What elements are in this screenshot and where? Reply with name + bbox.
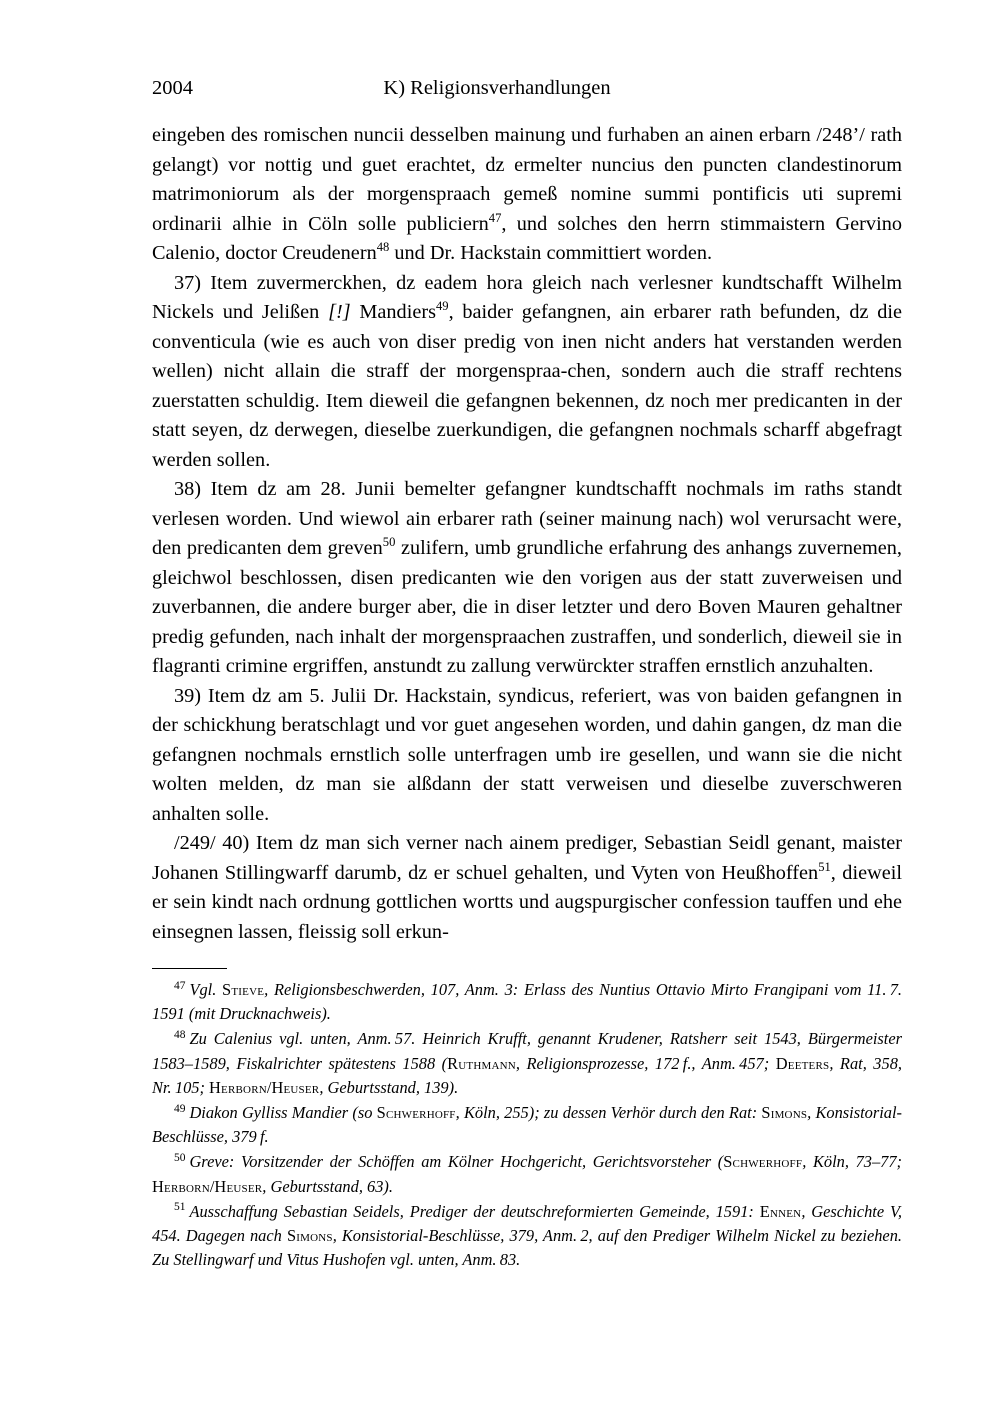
- footnote-47: [152, 978, 902, 1026]
- body-text: [152, 121, 902, 947]
- running-head: [152, 74, 902, 108]
- paragraph-40: /249/ 40) Item dz man sich verner nach ainem prediger, Sebastian Seidl genant, maister Johanen Stillingwarff darumb, dz er schuel gehalten, und Vyten von Heußhoffen$^{51}$, dieweil er sein kindt nach ordnung gottlichen wortts und augspurgischer confession tauffen und ehe einsegnen lassen, fleissig soll erkun-: [152, 832, 902, 943]
- footnote-text: Greve: Vorsitzender der Schöffen am Kölner Hochgericht, Gerichtsvorsteher (Schwerhoff, Köln, 73–77; Herborn/Heuser, Geburtsstand, 63).: [152, 1152, 902, 1196]
- footnote-49: [152, 1101, 902, 1149]
- footnote-marker: 51: [174, 1201, 186, 1214]
- footnote-area: [152, 968, 902, 1273]
- paragraph-38: 38) Item dz am 28. Junii bemelter gefangner kundtschafft nochmals im raths standt verlesen worden. Und wiewol ain erbarer rath (seiner mainung nach) wol verursacht were, den predicanten dem greven$^{50}$ zulifern, umb grundliche erfahrung des anhangs zuvernemen, gleichwol beschlossen, disen predicanten wie den vorigen aus der statt zuverweisen und zuverbannen, die andere burger aber, die in diser letzter und dero Boven Mauren gehaltner predig gefunden, nach inhalt der morgenspraachen zustraffen, und sonderlich, dieweil sie in flagranti crimine ergriffen, anstundt zu zallung verwürckter straffen ernstlich anzuhalten.: [152, 478, 903, 677]
- footnote-51: [152, 1200, 902, 1273]
- footnote-text: Vgl. Stieve, Religionsbeschwerden, 107, Anm. 3: Erlass des Nuntius Ottavio Mirto Frangipani vom 11. 7. 1591 (mit Drucknachweis).: [152, 980, 902, 1024]
- footnote-marker: 49: [174, 1102, 186, 1115]
- page-content: [152, 74, 902, 947]
- footnote-48: [152, 1027, 902, 1100]
- running-title: K) Religionsverhandlungen: [383, 77, 611, 99]
- paragraph-37: 37) Item zuvermerckhen, dz eadem hora gleich nach verlesner kundtschafft Wilhelm Nickels und Jelißen [!] Mandiers$^{49}$, baider gefangnen, ain erbarer rath befunden, dz die conventicula (wie es auch von diser predig von inen nicht anders hat verstanden werden wellen) nicht allain die straff der morgenspraa-chen, sondern auch die straff rechtens zuerstatten schuldig. Item dieweil die gefangnen bekennen, dz noch mer predicanten in der statt seyen, dz derwegen, dieselbe zuerkundigen, die gefangnen nochmals scharff abgefragt werden sollen.: [152, 271, 902, 471]
- footnote-marker: 47: [174, 979, 186, 992]
- page-number: 2004: [152, 77, 193, 99]
- paragraph-39: 39) Item dz am 5. Julii Dr. Hackstain, syndicus, referiert, was von baiden gefangnen in der schickhung beratschlagt und vor guet angesehen worden, und dahin gangen, dz man die gefangnen nochmals ernstlich solle unterfragen umb ire gesellen, und wann sie die nicht wolten melden, dz man sie alßdann der statt verweisen und dieselbe zuverschweren anhalten solle.: [152, 684, 902, 825]
- footnote-50: [152, 1150, 902, 1198]
- footnote-marker: 50: [174, 1151, 186, 1164]
- footnote-marker: 48: [174, 1028, 186, 1041]
- paragraph-continuation: eingeben des romischen nuncii desselben mainung und furhaben an ainen erbarn /248’/ rath gelangt) vor nottig und guet erachtet, dz ermelter nuncius den puncten clandestinorum matrimoniorum als der morgenspraach gemeß nomine summi pontificis uti supremi ordinarii alhie in Cöln solle publiciern$^{47}$, und solches den herrn stimmaistern Gervino Calenio, doctor Creudenern$^{48}$ und Dr. Hackstain committiert worden.: [152, 124, 902, 264]
- footnote-text: Zu Calenius vgl. unten, Anm. 57. Heinrich Krufft, genannt Krudener, Ratsherr seit 1543, Bürgermeister 1583–1589, Fiskalrichter spätestens 1588 (Ruthmann, Religionsprozesse, 172 f., Anm. 457; Deeters, Rat, 358, Nr. 105; Herborn/Heuser, Geburtsstand, 139).: [152, 1029, 902, 1097]
- footnote-separator-rule: [152, 968, 227, 969]
- footnote-text: Ausschaffung Sebastian Seidels, Prediger der deutschreformierten Gemeinde, 1591: Ennen, Geschichte V, 454. Dagegen nach Simons, Konsistorial-Beschlüsse, 379, Anm. 2, auf den Prediger Wilhelm Nickel zu beziehen. Zu Stellingwarf und Vitus Hushofen vgl. unten, Anm. 83.: [152, 1201, 903, 1270]
- footnote-text: Diakon Gylliss Mandier (so Schwerhoff, Köln, 255); zu dessen Verhör durch den Rat: Simons, Konsistorial-Beschlüsse, 379 f.: [152, 1103, 903, 1147]
